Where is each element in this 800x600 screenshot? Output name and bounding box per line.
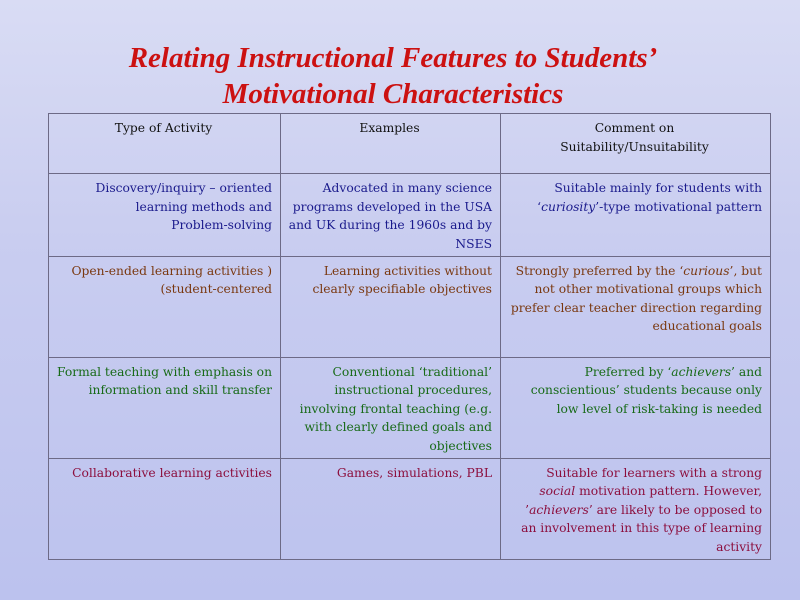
activity-text-2: Problem-solving [171,218,272,233]
comment-cell [501,174,771,257]
examples-cell: Advocated in many science programs developed in the USA and UK during the 1960s and by NSES [281,174,501,257]
examples-cell: Learning activities without clearly specifiable objectives [281,256,501,357]
header-comment-line-2: Suitability/Unsuitability [560,139,709,154]
comment-emphasis: curious [683,263,730,278]
comment-text: Preferred by ‘ [584,364,672,379]
comment-emphasis: social [539,484,576,499]
comment-emphasis: achievers [671,364,732,379]
comment-text: Strongly preferred by the ‘ [515,263,684,278]
comment-text-2: ’ and conscientious’ students because only low level of risk-taking is needed [530,364,762,416]
header-examples: Examples [281,114,501,174]
comment-text-2: ’-type motivational pattern [595,199,762,214]
comment-cell [501,458,771,559]
table-row [49,174,771,257]
title-line-1: Relating Instructional Features to Students’ [128,42,658,74]
table-row [49,458,771,559]
comment-text-3: ’ are likely to be opposed to an involvement in this type of learning activity [521,502,762,554]
comment-cell [501,357,771,458]
header-comment [501,114,771,174]
comment-cell [501,256,771,357]
comment-text: Suitable mainly for students with ‘ [537,181,762,214]
activity-cell: Open-ended learning activities )(student-centered [49,256,281,357]
activity-cell: Collaborative learning activities [49,458,281,559]
motivation-table [48,113,771,560]
comment-text-2: motivation pattern. However, ’ [525,484,762,517]
comment-text-2: ’, but not other motivational groups which prefer clear teacher direction regarding educational goals [510,263,762,334]
table-row [49,256,771,357]
examples-cell: Games, simulations, PBL [281,458,501,559]
activity-text: Discovery/inquiry – oriented learning methods and [95,181,272,214]
table-header-row [49,114,771,174]
title-line-2: Motivational Characteristics [222,78,564,110]
examples-cell: Conventional ‘traditional’ instructional procedures, involving frontal teaching (e.g. with clearly defined goals and objectives [281,357,501,458]
comment-emphasis: curiosity [541,199,596,214]
activity-cell: Formal teaching with emphasis on information and skill transfer [49,357,281,458]
header-type-of-activity: Type of Activity [49,114,281,174]
header-comment-line-1: Comment on [594,121,675,135]
activity-cell [49,174,281,257]
table-row [49,357,771,458]
comment-emphasis-2: achievers [529,502,589,517]
slide-title [0,40,786,112]
comment-text: Suitable for learners with a strong [546,465,762,480]
